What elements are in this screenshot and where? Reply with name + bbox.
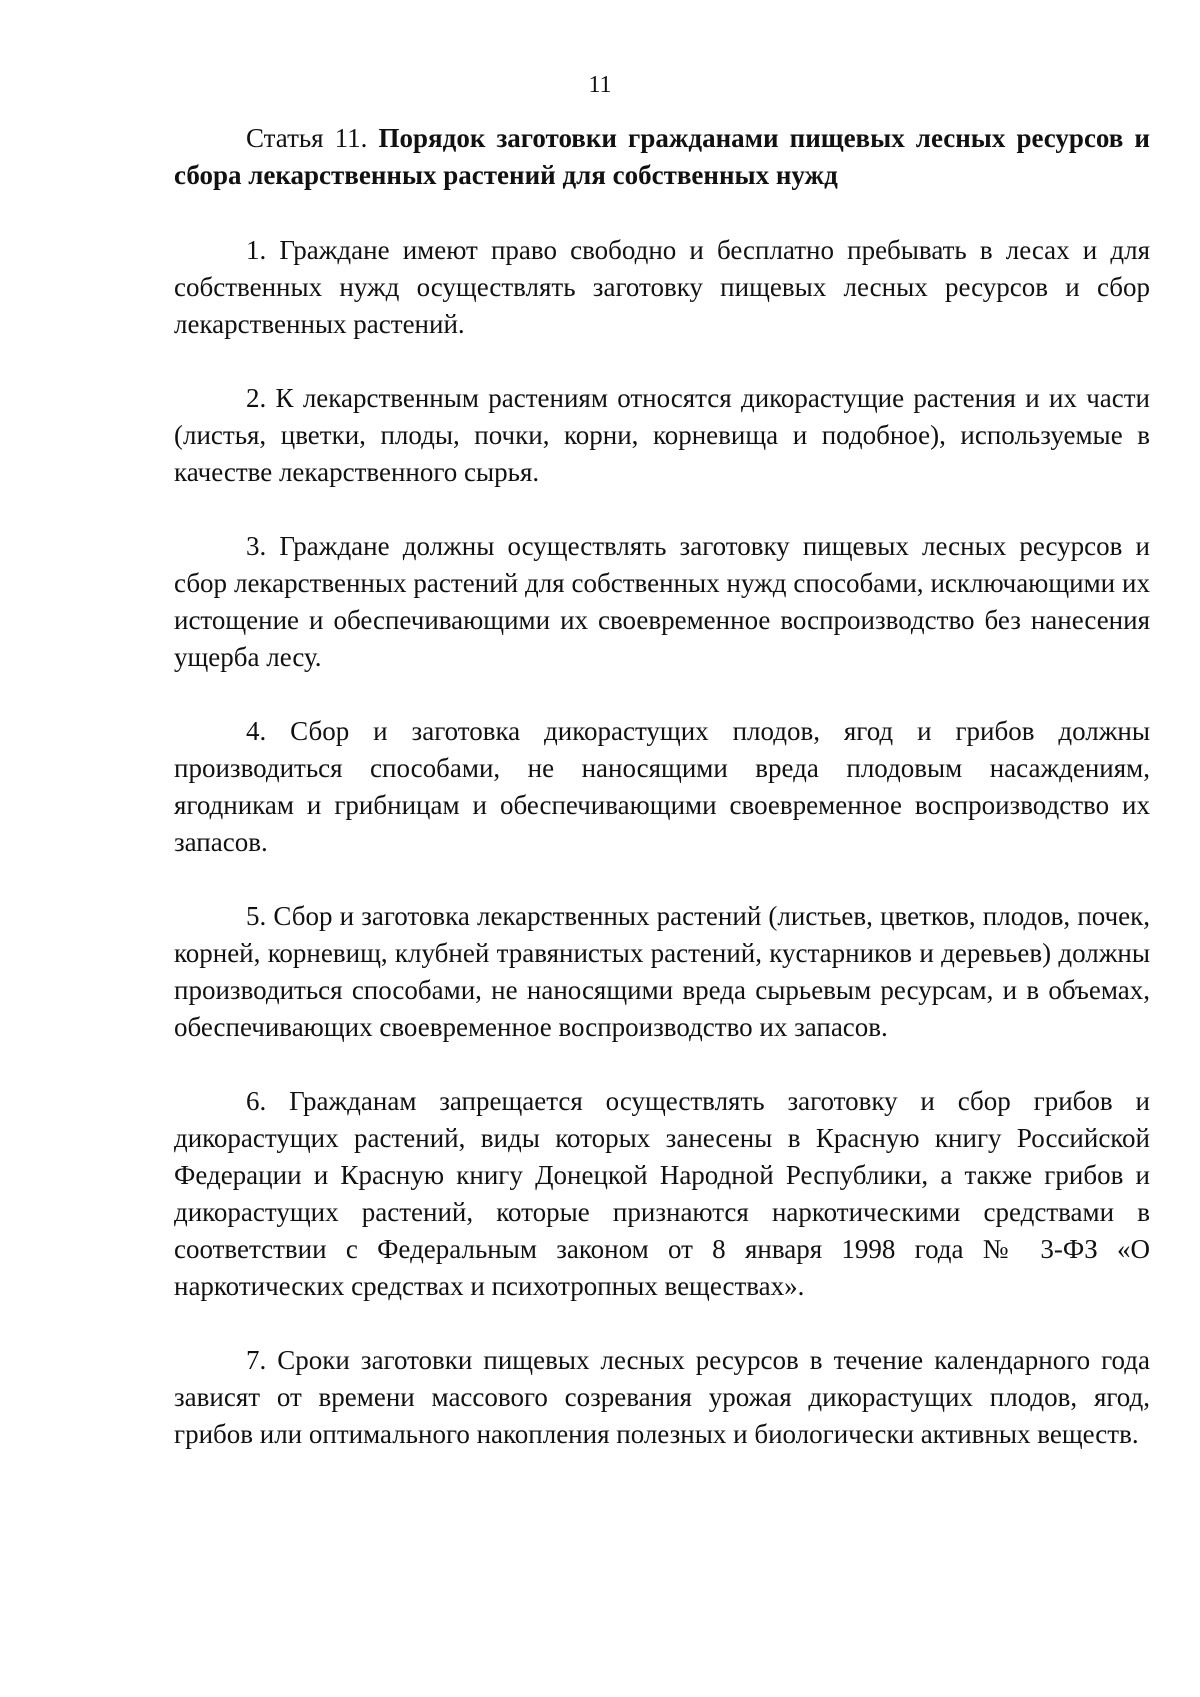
clause-1: 1. Граждане имеют право свободно и бесплатно пребывать в лесах и для собственных нужд осуществлять заготовку пищевых лесных ресурсов и сбор лекарственных растений.: [174, 235, 1150, 339]
clause-3: 3. Граждане должны осуществлять заготовку пищевых лесных ресурсов и сбор лекарственных растений для собственных нужд способами, исключающими их истощение и обеспечивающими их своевременное воспроизводство без нанесения ущерба лесу.: [174, 531, 1150, 672]
clause-2: 2. К лекарственным растениям относятся дикорастущие растения и их части (листья, цветки, плоды, почки, корни, корневища и подобное), используемые в качестве лекарственного сырья.: [174, 383, 1150, 487]
article-body: [174, 120, 1150, 1453]
article-number: Статья 11.: [246, 123, 368, 153]
clause-7: 7. Сроки заготовки пищевых лесных ресурсов в течение календарного года зависят от времени массового созревания урожая дикорастущих плодов, ягод, грибов или оптимального накопления полезных и биологически активных веществ.: [174, 1345, 1150, 1449]
clause-6: 6. Гражданам запрещается осуществлять заготовку и сбор грибов и дикорастущих растений, виды которых занесены в Красную книгу Российской Федерации и Красную книгу Донецкой Народной Республики, а также грибов и дикорастущих растений, которые признаются наркотическими средствами в соответствии с Федеральным законом от 8 января 1998 года № 3-ФЗ «О наркотических средствах и психотропных веществах».: [174, 1086, 1150, 1301]
page-number: 11: [588, 72, 612, 98]
article-title: Порядок заготовки гражданами пищевых лесных ресурсов и сбора лекарственных растений для собственных нужд: [174, 123, 1150, 190]
clause-4: 4. Сбор и заготовка дикорастущих плодов, ягод и грибов должны производиться способами, не наносящими вреда плодовым насаждениям, ягодникам и грибницам и обеспечивающими своевременное воспроизводство их запасов.: [174, 716, 1150, 857]
article-heading: [174, 120, 1150, 194]
clause-5: 5. Сбор и заготовка лекарственных растений (листьев, цветков, плодов, почек, корней, корневищ, клубней травянистых растений, кустарников и деревьев) должны производиться способами, не наносящими вреда сырьевым ресурсам, и в объемах, обеспечивающих своевременное воспроизводство их запасов.: [174, 901, 1150, 1042]
